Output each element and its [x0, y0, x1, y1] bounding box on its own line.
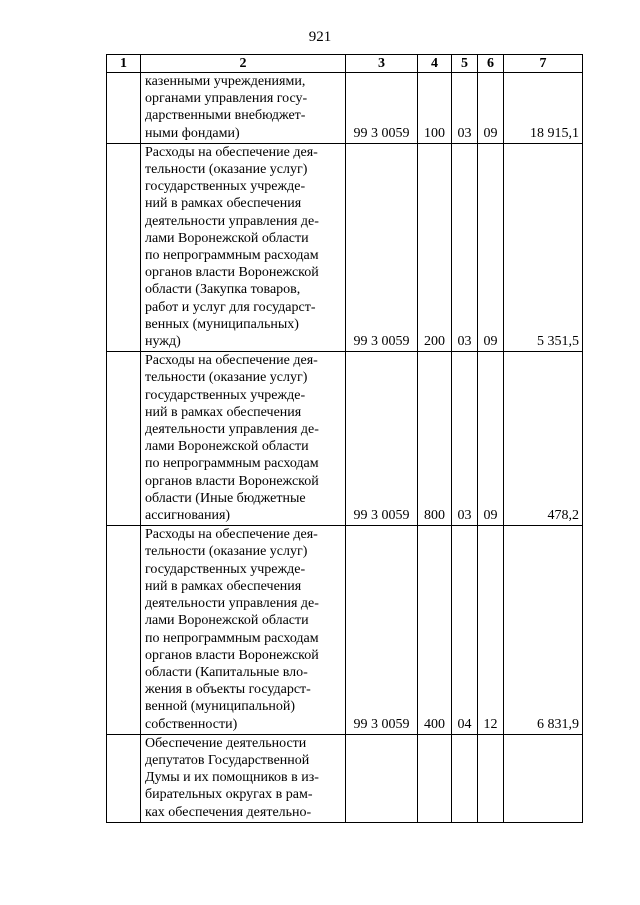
column-header-1: 1	[107, 55, 141, 73]
description-line: Расходы на обеспечение дея-	[145, 353, 318, 369]
description-line: жения в объекты государст-	[145, 682, 311, 698]
description-line: государственных учрежде-	[145, 561, 306, 577]
target-article-code-cell: 99 3 0059	[346, 143, 418, 351]
row-index-cell	[107, 526, 141, 734]
description-line: деятельности управления де-	[145, 213, 319, 229]
description-line: Думы и их помощников в из-	[145, 770, 319, 786]
description-line: тельности (оказание услуг)	[145, 370, 308, 386]
description-line: тельности (оказание услуг)	[145, 544, 308, 560]
description-line: области (Капитальные вло-	[145, 664, 308, 680]
target-article-code-cell: 99 3 0059	[346, 352, 418, 526]
section-cell: 03	[452, 352, 478, 526]
expense-type-cell	[418, 734, 452, 822]
description-line: области (Иные бюджетные	[145, 490, 306, 506]
section-cell: 03	[452, 73, 478, 144]
table-row	[107, 73, 583, 144]
column-header-7: 7	[504, 55, 583, 73]
description-line: ний в рамках обеспечения	[145, 404, 302, 420]
column-header-5: 5	[452, 55, 478, 73]
row-description-cell	[141, 352, 346, 526]
description-line: ными фондами)	[145, 125, 240, 141]
description-line: тельности (оказание услуг)	[145, 162, 308, 178]
row-index-cell	[107, 143, 141, 351]
expense-type-cell: 100	[418, 73, 452, 144]
subsection-cell	[478, 734, 504, 822]
description-line: работ и услуг для государст-	[145, 299, 316, 315]
description-line: ках обеспечения деятельно-	[145, 804, 312, 820]
row-description-cell	[141, 734, 346, 822]
column-number-header-row	[107, 55, 583, 73]
description-line: ний в рамках обеспечения	[145, 578, 302, 594]
description-line: венных (муниципальных)	[145, 316, 299, 332]
description-line: нужд)	[145, 334, 181, 350]
description-line: органов власти Воронежской	[145, 473, 319, 489]
table-row	[107, 526, 583, 734]
row-description-cell	[141, 73, 346, 144]
description-line: собственности)	[145, 716, 238, 732]
row-index-cell	[107, 734, 141, 822]
row-description-cell	[141, 143, 346, 351]
row-index-cell	[107, 73, 141, 144]
description-line: ний в рамках обеспечения	[145, 196, 302, 212]
description-line: органов власти Воронежской	[145, 265, 319, 281]
description-line: Расходы на обеспечение дея-	[145, 527, 318, 543]
table-row	[107, 734, 583, 822]
column-header-2: 2	[141, 55, 346, 73]
budget-table	[106, 54, 583, 823]
description-line: органов власти Воронежской	[145, 647, 319, 663]
description-line: органами управления госу-	[145, 91, 308, 107]
table-row	[107, 352, 583, 526]
row-index-cell	[107, 352, 141, 526]
target-article-code-cell: 99 3 0059	[346, 526, 418, 734]
column-header-3: 3	[346, 55, 418, 73]
section-cell: 04	[452, 526, 478, 734]
subsection-cell: 09	[478, 73, 504, 144]
description-line: государственных учрежде-	[145, 179, 306, 195]
amount-cell: 478,2	[504, 352, 583, 526]
description-line: лами Воронежской области	[145, 613, 309, 629]
column-header-6: 6	[478, 55, 504, 73]
description-line: дарственными внебюджет-	[145, 108, 306, 124]
description-line: Расходы на обеспечение дея-	[145, 144, 318, 160]
description-line: по непрограммным расходам	[145, 456, 319, 472]
description-line: венной (муниципальной)	[145, 699, 296, 715]
page-number: 921	[308, 29, 332, 45]
description-line: по непрограммным расходам	[145, 630, 319, 646]
description-line: лами Воронежской области	[145, 439, 309, 455]
description-line: ассигнования)	[145, 508, 231, 524]
description-line: по непрограммным расходам	[145, 248, 319, 264]
section-cell	[452, 734, 478, 822]
expense-type-cell: 800	[418, 352, 452, 526]
description-line: бирательных округах в рам-	[145, 787, 313, 803]
section-cell: 03	[452, 143, 478, 351]
subsection-cell: 09	[478, 352, 504, 526]
amount-cell	[504, 734, 583, 822]
description-line: области (Закупка товаров,	[145, 282, 301, 298]
column-header-4: 4	[418, 55, 452, 73]
description-line: государственных учрежде-	[145, 387, 306, 403]
description-line: деятельности управления де-	[145, 422, 319, 438]
expense-type-cell: 400	[418, 526, 452, 734]
amount-cell: 18 915,1	[504, 73, 583, 144]
subsection-cell: 12	[478, 526, 504, 734]
table-row	[107, 143, 583, 351]
description-line: деятельности управления де-	[145, 596, 319, 612]
amount-cell: 5 351,5	[504, 143, 583, 351]
description-line: лами Воронежской области	[145, 230, 309, 246]
subsection-cell: 09	[478, 143, 504, 351]
row-description-cell	[141, 526, 346, 734]
description-line: казенными учреждениями,	[145, 74, 306, 89]
target-article-code-cell: 99 3 0059	[346, 73, 418, 144]
description-line: депутатов Государственной	[145, 752, 310, 768]
target-article-code-cell	[346, 734, 418, 822]
description-line: Обеспечение деятельности	[145, 735, 307, 751]
amount-cell: 6 831,9	[504, 526, 583, 734]
expense-type-cell: 200	[418, 143, 452, 351]
